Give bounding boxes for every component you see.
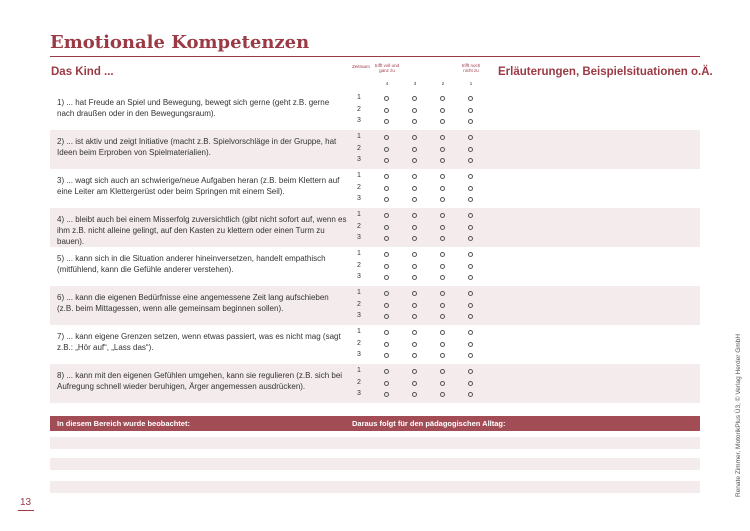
- rating-radio-2[interactable]: [440, 381, 445, 386]
- scale-2: 2: [441, 81, 445, 86]
- item-text: 1) ... hat Freude an Spiel und Bewegung, bewegt sich gerne (geht z.B. gerne nach draußen oder in den Bewegungsraum).: [57, 98, 330, 118]
- rating-radio-2[interactable]: [440, 291, 445, 296]
- rating-radio-1[interactable]: [468, 275, 473, 280]
- rating-radio-3[interactable]: [412, 252, 417, 257]
- erlaeuterung-label: Erläuterungen, Beispielsituationen o.Ä.: [498, 66, 713, 78]
- rating-radio-1[interactable]: [468, 264, 473, 269]
- rating-radio-1[interactable]: [468, 392, 473, 397]
- rating-radio-4[interactable]: [384, 369, 389, 374]
- rating-radio-3[interactable]: [412, 147, 417, 152]
- rating-radio-1[interactable]: [468, 158, 473, 163]
- page-title: Emotionale Kompetenzen: [50, 32, 310, 53]
- zeitraum-label: 1: [357, 289, 361, 296]
- rating-radio-1[interactable]: [468, 252, 473, 257]
- rating-radio-1[interactable]: [468, 186, 473, 191]
- rating-radio-4[interactable]: [384, 96, 389, 101]
- zeitraum-label: 3: [357, 273, 361, 280]
- rating-radio-2[interactable]: [440, 147, 445, 152]
- zeitraum-label: 2: [357, 222, 361, 230]
- rating-radio-2[interactable]: [440, 342, 445, 347]
- footer-bar: [50, 416, 700, 431]
- rating-radio-3[interactable]: [412, 314, 417, 319]
- item-row-6: [50, 286, 700, 325]
- rating-radio-4[interactable]: [384, 353, 389, 358]
- rating-radio-3[interactable]: [412, 119, 417, 124]
- rating-radio-3[interactable]: [412, 303, 417, 308]
- rating-radio-4[interactable]: [384, 197, 389, 202]
- notes-strip: [50, 437, 700, 449]
- col-right-header: trifft noch nicht zu: [461, 63, 481, 73]
- rating-radio-3[interactable]: [412, 264, 417, 269]
- rating-radio-3[interactable]: [412, 291, 417, 296]
- rating-radio-3[interactable]: [412, 330, 417, 335]
- rating-radio-3[interactable]: [412, 381, 417, 386]
- rating-radio-1[interactable]: [468, 147, 473, 152]
- kind-label: Das Kind ...: [51, 66, 114, 78]
- rating-radio-3[interactable]: [412, 342, 417, 347]
- rating-radio-2[interactable]: [440, 186, 445, 191]
- scale-3: 3: [413, 81, 417, 86]
- rating-radio-3[interactable]: [412, 186, 417, 191]
- rating-radio-4[interactable]: [384, 174, 389, 179]
- rating-radio-3[interactable]: [412, 135, 417, 140]
- item-text: 4) ... bleibt auch bei einem Misserfolg zuversichtlich (gibt nicht sofort auf, wenn es ihm z.B. nicht alleine gelingt, auf den Kasten zu klettern oder einen Turm zu bauen).: [57, 215, 347, 246]
- rating-radio-2[interactable]: [440, 353, 445, 358]
- rating-radio-3[interactable]: [412, 236, 417, 241]
- col-left-header: trifft voll und ganz zu: [374, 63, 400, 73]
- zeitraum-label: 1: [357, 250, 361, 257]
- rating-radio-2[interactable]: [440, 135, 445, 140]
- scale-1: 1: [469, 81, 473, 86]
- item-text: 7) ... kann eigene Grenzen setzen, wenn etwas passiert, was es nicht mag (sagt z.B.: „Hör auf“, „Lass das“).: [57, 332, 341, 352]
- rating-radio-4[interactable]: [384, 330, 389, 335]
- rating-radio-1[interactable]: [468, 174, 473, 179]
- item-text: 8) ... kann mit den eigenen Gefühlen umgehen, kann sie regulieren (z.B. sich bei Aufregung schnell wieder beruhigen, Ärger angemessen ausdrücken).: [57, 371, 343, 391]
- rating-radio-4[interactable]: [384, 213, 389, 218]
- rating-radio-4[interactable]: [384, 381, 389, 386]
- rating-radio-3[interactable]: [412, 225, 417, 230]
- rating-radio-4[interactable]: [384, 147, 389, 152]
- zeitraum-label: 3: [357, 312, 361, 319]
- rating-radio-2[interactable]: [440, 96, 445, 101]
- item-text: 5) ... kann sich in die Situation anderer hineinversetzen, handelt empathisch (mitfühlend, kann die Gefühle anderer verstehen).: [57, 254, 326, 274]
- zeitraum-label: 2: [357, 378, 361, 386]
- rating-radio-2[interactable]: [440, 225, 445, 230]
- zeitraum-label: 3: [357, 390, 361, 397]
- rating-radio-3[interactable]: [412, 275, 417, 280]
- rating-radio-4[interactable]: [384, 108, 389, 113]
- rating-radio-3[interactable]: [412, 213, 417, 218]
- footer-left-label: In diesem Bereich wurde beobachtet:: [57, 419, 190, 428]
- rating-radio-2[interactable]: [440, 275, 445, 280]
- item-row-4: [50, 208, 700, 247]
- rating-radio-1[interactable]: [468, 225, 473, 230]
- rating-radio-3[interactable]: [412, 369, 417, 374]
- rating-radio-2[interactable]: [440, 264, 445, 269]
- rating-radio-1[interactable]: [468, 381, 473, 386]
- rating-radio-2[interactable]: [440, 330, 445, 335]
- rating-radio-3[interactable]: [412, 197, 417, 202]
- rating-radio-3[interactable]: [412, 174, 417, 179]
- item-row-1: [50, 91, 700, 130]
- rating-radio-2[interactable]: [440, 369, 445, 374]
- rating-radio-4[interactable]: [384, 392, 389, 397]
- item-row-7: [50, 325, 700, 364]
- rating-radio-2[interactable]: [440, 213, 445, 218]
- scale-4: 4: [385, 81, 389, 86]
- zeitraum-label: 1: [357, 367, 361, 374]
- item-text: 6) ... kann die eigenen Bedürfnisse eine angemessene Zeit lang aufschieben (z.B. beim Mittagessen, wenn alle gemeinsam beginnen sollen).: [57, 293, 329, 313]
- notes-strip: [50, 458, 700, 470]
- notes-strip: [50, 481, 700, 493]
- rating-radio-4[interactable]: [384, 119, 389, 124]
- rating-radio-1[interactable]: [468, 330, 473, 335]
- item-row-5: [50, 247, 700, 286]
- zeitraum-label: 2: [357, 300, 361, 308]
- zeitraum-label: 3: [357, 117, 361, 124]
- rating-radio-1[interactable]: [468, 197, 473, 202]
- rating-radio-4[interactable]: [384, 342, 389, 347]
- rating-radio-2[interactable]: [440, 236, 445, 241]
- rating-radio-4[interactable]: [384, 252, 389, 257]
- zeitraum-label: 2: [357, 183, 361, 191]
- rating-radio-2[interactable]: [440, 197, 445, 202]
- zeitraum-label: 1: [357, 211, 361, 218]
- rating-radio-2[interactable]: [440, 303, 445, 308]
- rating-radio-1[interactable]: [468, 342, 473, 347]
- rating-radio-1[interactable]: [468, 213, 473, 218]
- item-text: 2) ... ist aktiv und zeigt Initiative (macht z.B. Spielvorschläge in der Gruppe, hat Ideen beim Erproben von Spielmaterialien).: [57, 137, 337, 157]
- zeitraum-label: 2: [357, 339, 361, 347]
- rating-radio-4[interactable]: [384, 303, 389, 308]
- item-row-8: [50, 364, 700, 403]
- rating-radio-3[interactable]: [412, 96, 417, 101]
- rating-radio-2[interactable]: [440, 314, 445, 319]
- rating-radio-2[interactable]: [440, 108, 445, 113]
- col-zeitraum-header: Zeitraum: [352, 64, 370, 69]
- item-row-2: [50, 130, 700, 169]
- page-number: 13: [20, 497, 32, 508]
- rating-radio-4[interactable]: [384, 186, 389, 191]
- rating-radio-4[interactable]: [384, 291, 389, 296]
- rating-radio-3[interactable]: [412, 353, 417, 358]
- rating-radio-1[interactable]: [468, 236, 473, 241]
- zeitraum-label: 3: [357, 195, 361, 202]
- rating-radio-4[interactable]: [384, 275, 389, 280]
- rating-radio-1[interactable]: [468, 135, 473, 140]
- zeitraum-label: 3: [357, 351, 361, 358]
- item-text: 3) ... wagt sich auch an schwierige/neue Aufgaben heran (z.B. beim Klettern auf eine Leiter am Klettergerüst oder beim Springen mit einem Seil).: [57, 176, 340, 196]
- rating-radio-3[interactable]: [412, 392, 417, 397]
- zeitraum-label: 2: [357, 144, 361, 152]
- item-row-3: [50, 169, 700, 208]
- rating-radio-2[interactable]: [440, 158, 445, 163]
- rating-radio-1[interactable]: [468, 303, 473, 308]
- rating-radio-2[interactable]: [440, 252, 445, 257]
- zeitraum-label: 3: [357, 156, 361, 163]
- zeitraum-label: 1: [357, 172, 361, 179]
- rating-radio-4[interactable]: [384, 158, 389, 163]
- rating-radio-1[interactable]: [468, 108, 473, 113]
- rating-radio-4[interactable]: [384, 264, 389, 269]
- rating-radio-1[interactable]: [468, 291, 473, 296]
- zeitraum-label: 1: [357, 328, 361, 335]
- rating-radio-1[interactable]: [468, 119, 473, 124]
- title-rule: [50, 56, 700, 57]
- rating-radio-1[interactable]: [468, 96, 473, 101]
- zeitraum-label: 2: [357, 261, 361, 269]
- rating-radio-2[interactable]: [440, 392, 445, 397]
- rating-radio-4[interactable]: [384, 225, 389, 230]
- rating-radio-4[interactable]: [384, 135, 389, 140]
- footer-right-label: Daraus folgt für den pädagogischen Alltag:: [352, 419, 506, 428]
- zeitraum-label: 1: [357, 133, 361, 140]
- zeitraum-label: 3: [357, 234, 361, 241]
- rating-radio-1[interactable]: [468, 314, 473, 319]
- zeitraum-label: 1: [357, 94, 361, 101]
- rating-radio-1[interactable]: [468, 369, 473, 374]
- zeitraum-label: 2: [357, 105, 361, 113]
- rating-radio-2[interactable]: [440, 119, 445, 124]
- rating-radio-3[interactable]: [412, 108, 417, 113]
- side-copyright: Renate Zimmer, MotorikPlus Ü3, © Verlag Herder GmbH: [735, 333, 742, 497]
- rating-radio-2[interactable]: [440, 174, 445, 179]
- rating-radio-4[interactable]: [384, 236, 389, 241]
- page-number-underline: [18, 510, 34, 511]
- rating-radio-1[interactable]: [468, 353, 473, 358]
- rating-radio-3[interactable]: [412, 158, 417, 163]
- rating-radio-4[interactable]: [384, 314, 389, 319]
